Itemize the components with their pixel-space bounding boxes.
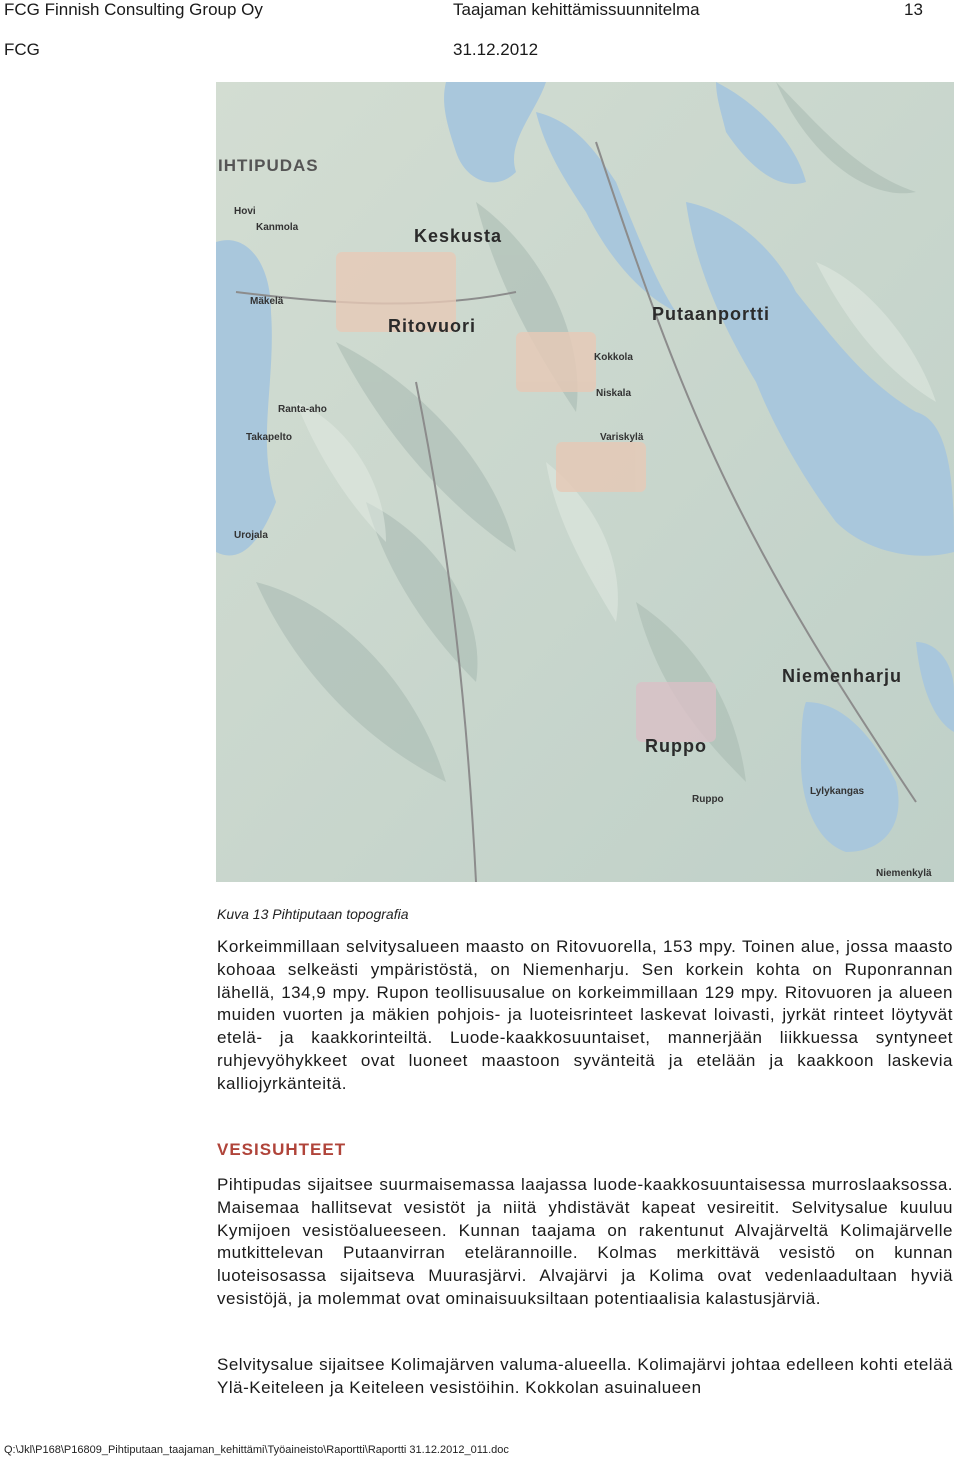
map-small-label-hovi: Hovi — [234, 206, 256, 217]
map-small-label-niemenkyla: Niemenkylä — [876, 868, 932, 879]
map-small-label-niskala: Niskala — [596, 388, 632, 399]
paragraph-water-1: Pihtipudas sijaitsee suurmaisemassa laajassa luode-kaakkosuuntaisessa murroslaaksossa. Maisemaa hallitsevat vesistöt ja niitä yhdistävät kapeat vesireitit. Selvitysalue kuuluu Kymijoen vesistöalueeseen. Kunnan taajama on rakentunut Alvajärveltä Kolimajärvelle mutkittelevan Putaanvirran etelärannoille. Kolmas merkittävä vesistö on kunnan luoteisosassa sijaitseva Muurasjärvi. Alvajärvi ja Kolima ovat vedenlaadultaan hyviä vesistöjä, ja molemmat ovat ominaisuuksiltaan potentiaalisia kalastusjärviä. — [217, 1175, 953, 1308]
figure-caption: Kuva 13 Pihtiputaan topografia — [217, 906, 409, 922]
map-small-label-kokkola: Kokkola — [594, 352, 633, 363]
footer-file-path: Q:\Jkl\P168\P16809_Pihtiputaan_taajaman_kehittämi\Työaineisto\Raportti\Raportti 31.12.2012_011.doc — [4, 1444, 509, 1456]
map-label-pihtipudas: IHTIPUDAS — [218, 156, 319, 175]
header-date: 31.12.2012 — [453, 40, 539, 59]
map-small-label-lylykangas: Lylykangas — [810, 786, 865, 797]
map-label-putaanportti: Putaanportti — [652, 304, 770, 324]
map-label-ruppo: Ruppo — [645, 736, 707, 756]
map-graphic — [216, 82, 954, 882]
header-page-number: 13 — [904, 0, 923, 19]
map-small-label-takapelto: Takapelto — [246, 432, 292, 443]
map-label-niemenharju: Niemenharju — [782, 666, 903, 686]
header-company: FCG Finnish Consulting Group Oy — [4, 0, 263, 19]
map-small-label-variskyla: Variskylä — [600, 432, 644, 443]
map-small-label-makela: Mäkelä — [250, 296, 284, 307]
topography-map — [216, 82, 954, 882]
map-small-label-ranta-aho: Ranta-aho — [278, 404, 327, 415]
paragraph-water-2: Selvitysalue sijaitsee Kolimajärven valuma-alueella. Kolimajärvi johtaa edelleen kohti etelää Ylä-Keiteleen ja Keiteleen vesistöihin. Kokkolan asuinalueen — [217, 1355, 953, 1397]
section-title-vesisuhteet: VESISUHTEET — [217, 1140, 347, 1159]
map-label-ritovuori: Ritovuori — [388, 316, 476, 336]
header-short-name: FCG — [4, 40, 40, 59]
paragraph-topography: Korkeimmillaan selvitysalueen maasto on Ritovuorella, 153 mpy. Toinen alue, jossa maasto kohoaa selkeästi ympäristöstä, on Niemenharju. Sen korkein kohta on Ruponrannan lähellä, 134,9 mpy. Rupon teollisuusalue on korkeimmillaan 129 mpy. Ritovuoren ja alueen muiden vuorten ja mäkien pohjois- ja luoteisrinteet laskevat loivasti, jyrkät rinteet löytyvät etelä- ja kaakkorinteiltä. Luode-kaakkosuuntaiset, mannerjään liikkuessa syntyneet ruhjevyöhykkeet ovat luoneet maastoon syvänteitä ja etelään ja kaakkoon laskevia kalliojyrkänteitä. — [217, 937, 953, 1093]
header-document-title: Taajaman kehittämissuunnitelma — [453, 0, 700, 19]
map-small-label-ruppo: Ruppo — [692, 794, 724, 805]
map-small-label-urojala: Urojala — [234, 530, 268, 541]
map-label-keskusta: Keskusta — [414, 226, 503, 246]
map-small-label-kanmola: Kanmola — [256, 222, 299, 233]
